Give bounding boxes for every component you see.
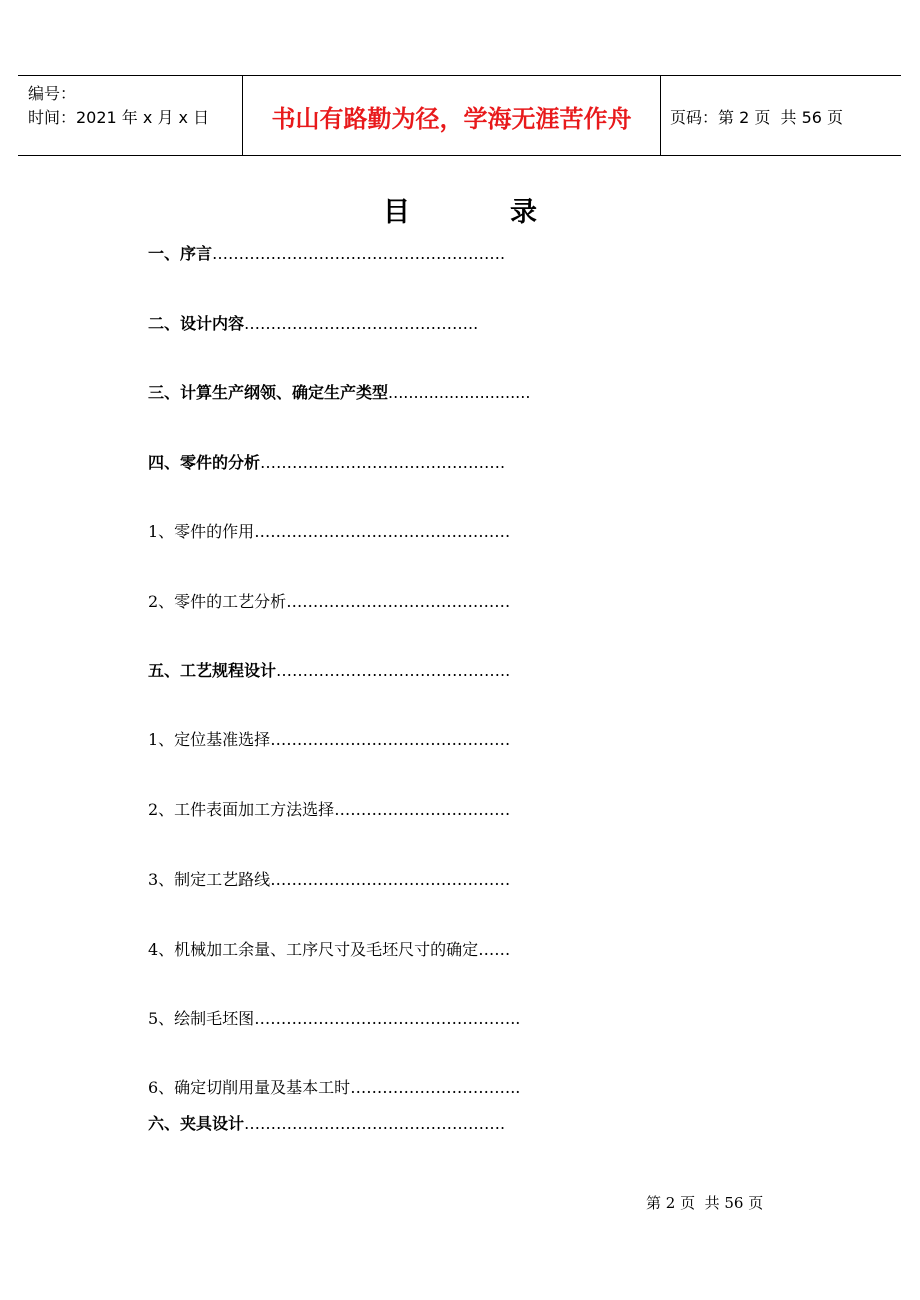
header-motto: 书山有路勤为径，学海无涯苦作舟: [271, 104, 632, 133]
toc-entry[interactable]: [148, 1009, 520, 1029]
toc-entry[interactable]: [148, 383, 530, 403]
toc-entry-text: 五、工艺规程设计: [148, 661, 277, 680]
toc-entry-leader: ……………………………………………….: [212, 244, 506, 263]
toc-entry-text: 2、零件的工艺分析: [148, 592, 287, 611]
toc-entry-text: 一、序言: [148, 244, 213, 263]
toc-entry-text: 3、制定工艺路线: [148, 870, 271, 889]
toc-entry-leader: ……………………………………: [286, 592, 511, 611]
toc-entry-text: 六、夹具设计: [148, 1114, 245, 1133]
toc-entry-text: 2、工件表面加工方法选择: [148, 800, 335, 819]
toc-entry-text: 1、零件的作用: [148, 522, 255, 541]
toc-entry-leader: ………………………………………….: [244, 1114, 506, 1133]
document-number-label: 编号：: [28, 84, 77, 103]
page-footer: 第 2 页 共 56 页: [646, 1194, 764, 1212]
toc-entry-leader: ……………………………………..: [276, 661, 511, 680]
toc-entry[interactable]: [148, 870, 510, 890]
toc-title-part2: 录: [510, 197, 537, 228]
toc-entry-text: 三、计算生产纲领、确定生产类型: [148, 383, 389, 402]
toc-entry-leader: ……………………………………..: [244, 314, 479, 333]
toc-entry[interactable]: [148, 592, 510, 612]
toc-entry-leader: ………………………………………: [270, 870, 511, 889]
toc-entry-text: 1、定位基准选择: [148, 730, 271, 749]
toc-entry-leader: ……………………………: [334, 800, 511, 819]
toc-entry[interactable]: [148, 1114, 505, 1134]
toc-entry[interactable]: [148, 522, 510, 542]
toc-entry-text: 二、设计内容: [148, 314, 245, 333]
toc-entry-leader: …………………………..: [350, 1078, 521, 1097]
toc-entry[interactable]: [148, 1078, 520, 1098]
toc-entry-text: 6、确定切削用量及基本工时: [148, 1078, 351, 1097]
toc-entry-leader: ………………………………………: [270, 730, 511, 749]
toc-entry-leader: ............................: [388, 383, 531, 402]
toc-entry-text: 5、绘制毛坯图: [148, 1009, 255, 1028]
toc-entry[interactable]: [148, 661, 510, 681]
toc-entry-leader: …………………………………………..: [254, 1009, 521, 1028]
header-page-info: 页码：第 2 页 共 56 页: [670, 108, 844, 127]
toc-title-part1: 目: [383, 197, 410, 228]
document-time-label: 时间：2021 年 x 月 x 日: [28, 108, 210, 127]
toc-entry[interactable]: [148, 314, 478, 334]
table-of-contents: [148, 0, 708, 1200]
toc-entry-text: 4、机械加工余量、工序尺寸及毛坯尺寸的确定: [148, 940, 479, 959]
toc-entry[interactable]: [148, 940, 510, 960]
toc-entry[interactable]: [148, 800, 510, 820]
toc-entry[interactable]: [148, 244, 505, 264]
toc-entry[interactable]: [148, 730, 510, 750]
toc-entry-text: 四、零件的分析: [148, 453, 261, 472]
toc-entry[interactable]: [148, 453, 505, 473]
toc-entry-leader: ……………………………………….: [260, 453, 506, 472]
toc-entry-leader: ……: [478, 940, 511, 959]
toc-entry-leader: …………………………………………: [254, 522, 511, 541]
